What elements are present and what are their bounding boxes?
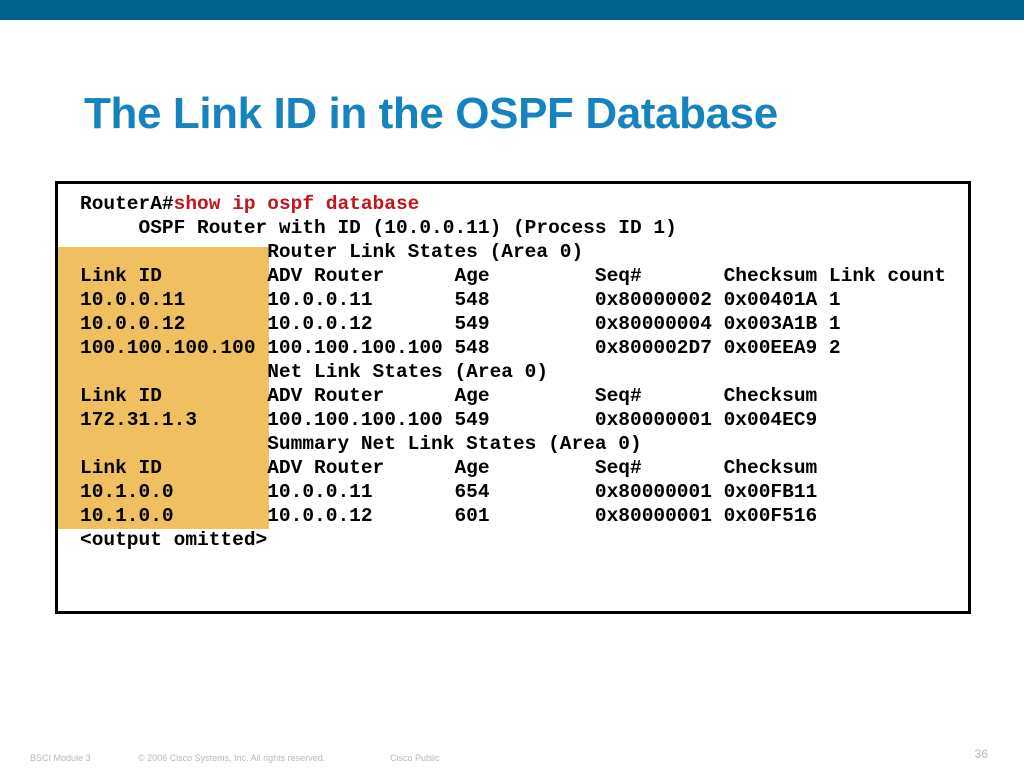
command-line [80, 193, 419, 215]
router-link-row: 100.100.100.100 100.100.100.100 548 0x800002D7 0x00EEA9 2 [80, 337, 841, 359]
net-link-row: 172.31.1.3 100.100.100.100 549 0x80000001 0x004EC9 [80, 409, 818, 431]
router-link-states-heading: Router Link States (Area 0) [80, 241, 584, 263]
output-omitted-line: <output omitted> [80, 529, 268, 551]
slide-title: The Link ID in the OSPF Database [84, 89, 778, 138]
router-link-row: 10.0.0.11 10.0.0.11 548 0x80000002 0x00401A 1 [80, 289, 841, 311]
footer-classification: Cisco Public [390, 753, 440, 763]
summary-link-header-row: Link ID ADV Router Age Seq# Checksum [80, 457, 818, 479]
ospf-router-id-line: OSPF Router with ID (10.0.0.11) (Process ID 1) [80, 217, 677, 239]
terminal-text [80, 192, 946, 552]
show-command: show ip ospf database [173, 193, 420, 215]
net-link-header-row: Link ID ADV Router Age Seq# Checksum [80, 385, 818, 407]
summary-net-link-states-heading: Summary Net Link States (Area 0) [80, 433, 642, 455]
footer-copyright: © 2006 Cisco Systems, Inc. All rights reserved. [138, 753, 326, 763]
top-accent-bar [0, 0, 1024, 20]
summary-link-row: 10.1.0.0 10.0.0.11 654 0x80000001 0x00FB11 [80, 481, 818, 503]
terminal-output-box [55, 181, 971, 614]
footer-module: BSCI Module 3 [30, 753, 91, 763]
page-number: 36 [974, 747, 988, 761]
router-prompt: RouterA# [80, 193, 174, 215]
summary-link-row: 10.1.0.0 10.0.0.12 601 0x80000001 0x00F516 [80, 505, 818, 527]
router-link-header-row: Link ID ADV Router Age Seq# Checksum Link count [80, 265, 946, 287]
router-link-row: 10.0.0.12 10.0.0.12 549 0x80000004 0x003A1B 1 [80, 313, 841, 335]
net-link-states-heading: Net Link States (Area 0) [80, 361, 549, 383]
